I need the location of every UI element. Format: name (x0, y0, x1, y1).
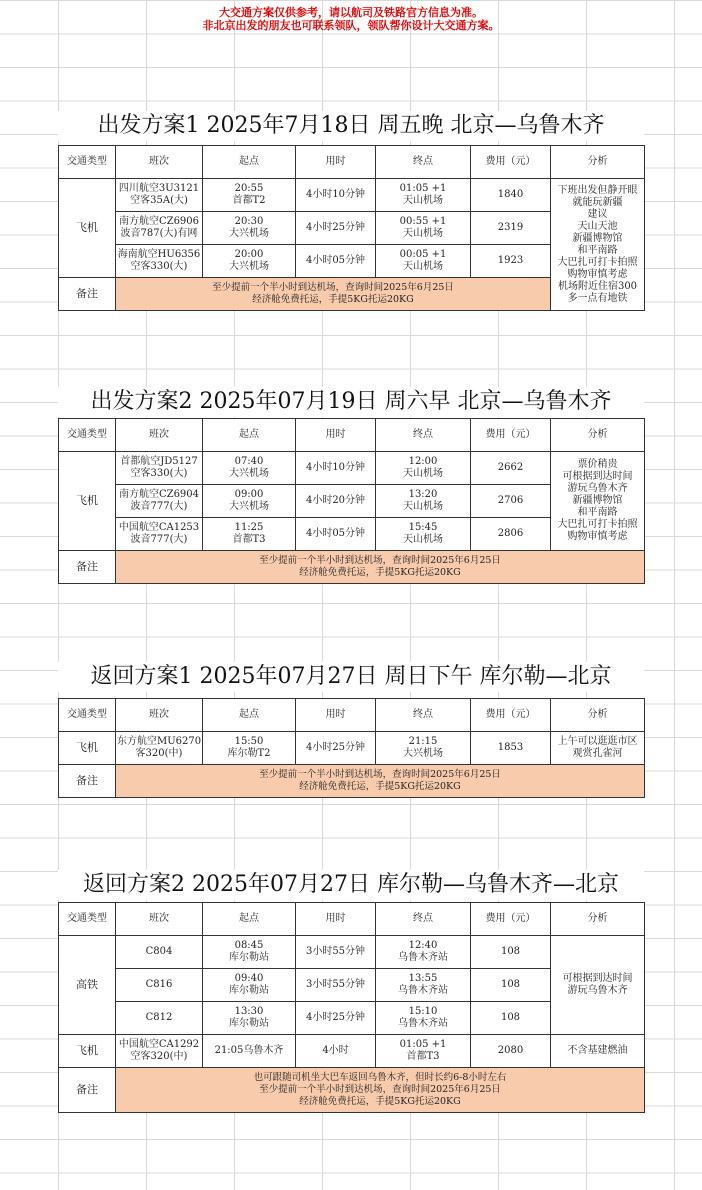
header-row (59, 903, 645, 936)
note-cell (116, 1068, 645, 1113)
plan-table (58, 902, 645, 1113)
note-line: 至少提前一个半小时到达机场，查询时间2025年6月25日 (259, 769, 501, 780)
header-end: 终点 (376, 419, 471, 452)
start-cell (203, 179, 296, 212)
aircraft: 空客320(中) (130, 1051, 188, 1062)
start-place: 大兴机场 (229, 501, 269, 512)
cost-cell: 2080 (471, 1035, 551, 1068)
end-time: 01:05 +1 (399, 1039, 447, 1050)
analysis-line: 新疆博物馆 (572, 495, 623, 506)
end-time: 01:05 +1 (399, 183, 447, 194)
note-line: 也可跟随司机坐大巴车返回乌鲁木齐，但时长约6-8小时左右 (253, 1072, 507, 1083)
analysis-line: 大巴扎可打卡拍照 (557, 256, 638, 268)
header-type: 交通类型 (59, 419, 116, 452)
flight-cell (116, 732, 203, 765)
header-flight: 班次 (116, 146, 203, 179)
flight-number: 四川航空3U3121 (118, 183, 200, 194)
aircraft: 波音777(大) (130, 534, 188, 545)
end-place: 天山机场 (403, 501, 443, 512)
aircraft: 客320(中) (135, 748, 183, 759)
flight-number: 海南航空HU6356 (117, 249, 201, 260)
table-row (59, 452, 645, 485)
note-label: 备注 (59, 765, 116, 798)
note-line: 经济舱免费托运，手提5KG托运20KG (299, 1096, 461, 1107)
table-row (59, 732, 645, 765)
aircraft: 空客330(大) (130, 468, 188, 479)
start-place: 库尔勒站 (229, 952, 269, 963)
disclaimer-line-2: 非北京出发的朋友也可联系领队，领队帮你设计大交通方案。 (202, 19, 500, 32)
note-line: 经济舱免费托运，手提5KG托运20KG (252, 294, 414, 305)
header-type: 交通类型 (59, 699, 116, 732)
flight-cell (116, 485, 203, 518)
flight-number: 东方航空MU6270 (117, 736, 202, 747)
header-flight: 班次 (116, 699, 203, 732)
end-cell (376, 212, 471, 245)
end-place: 乌鲁木齐站 (398, 1018, 448, 1029)
cost-cell: 1923 (471, 245, 551, 278)
cost-cell: 2706 (471, 485, 551, 518)
cost-cell: 2806 (471, 518, 551, 551)
start-place: 大兴机场 (229, 261, 269, 272)
header-end: 终点 (376, 146, 471, 179)
end-time: 15:45 (408, 522, 438, 533)
duration-cell: 4小时10分钟 (296, 452, 376, 485)
flight-cell (116, 245, 203, 278)
plan-title: 返回方案1 2025年07月27日 周日下午 库尔勒—北京 (58, 662, 644, 692)
cost-cell: 108 (471, 936, 551, 969)
end-place: 天山机场 (403, 228, 443, 239)
analysis-cell (551, 452, 645, 551)
duration-cell: 4小时25分钟 (296, 212, 376, 245)
flight-cell (116, 179, 203, 212)
analysis-line: 大巴扎可打卡拍照 (557, 519, 638, 530)
end-place: 首都T3 (406, 1051, 440, 1062)
plan-title: 出发方案1 2025年7月18日 周五晚 北京—乌鲁木齐 (58, 111, 644, 141)
header-start: 起点 (203, 419, 296, 452)
duration-cell: 3小时55分钟 (296, 936, 376, 969)
start-cell (203, 245, 296, 278)
cost-cell: 108 (471, 969, 551, 1002)
end-cell (376, 485, 471, 518)
end-place: 乌鲁木齐站 (398, 952, 448, 963)
note-line: 经济舱免费托运，手提5KG托运20KG (299, 781, 461, 792)
header-cost: 费用（元） (471, 146, 551, 179)
end-time: 13:20 (408, 489, 438, 500)
header-cost: 费用（元） (471, 699, 551, 732)
duration-cell: 4小时25分钟 (296, 1002, 376, 1035)
start-time: 09:00 (234, 489, 264, 500)
aircraft: 波音787(大)有网 (120, 228, 198, 239)
end-time: 12:40 (408, 940, 438, 951)
start-place: 库尔勒T2 (227, 748, 271, 759)
cost-cell: 2662 (471, 452, 551, 485)
header-analysis: 分析 (551, 903, 645, 936)
duration-cell: 4小时05分钟 (296, 518, 376, 551)
analysis-cell: 不含基建燃油 (551, 1035, 645, 1068)
plan-title: 返回方案2 2025年07月27日 库尔勒—乌鲁木齐—北京 (58, 870, 644, 900)
header-duration: 用时 (296, 903, 376, 936)
train-number: C812 (116, 1002, 203, 1035)
start-cell (203, 969, 296, 1002)
analysis-line: 购物审慎考虑 (567, 268, 628, 280)
header-analysis: 分析 (551, 419, 645, 452)
header-cost: 费用（元） (471, 419, 551, 452)
start-time: 08:45 (234, 940, 264, 951)
analysis-cell (551, 179, 645, 311)
start-time: 20:55 (234, 183, 264, 194)
note-cell (116, 551, 645, 584)
end-cell (376, 245, 471, 278)
analysis-cell (551, 732, 645, 765)
end-place: 天山机场 (403, 195, 443, 206)
start-cell (203, 212, 296, 245)
plan-table (58, 698, 645, 798)
duration-cell: 4小时20分钟 (296, 485, 376, 518)
analysis-line: 建议 (587, 208, 608, 220)
end-time: 15:10 (408, 1006, 438, 1017)
note-line: 至少提前一个半小时到达机场，查询时间2025年6月25日 (212, 282, 454, 293)
header-start: 起点 (203, 903, 296, 936)
analysis-line: 天山天池 (577, 220, 618, 232)
header-row (59, 699, 645, 732)
analysis-line: 就能玩新疆 (572, 196, 623, 208)
start-time: 09:40 (234, 973, 264, 984)
end-cell (376, 732, 471, 765)
train-number: C816 (116, 969, 203, 1002)
end-time: 00:55 +1 (399, 216, 447, 227)
end-place: 大兴机场 (403, 748, 443, 759)
analysis-line: 购物审慎考虑 (567, 531, 628, 542)
start-place: 大兴机场 (229, 228, 269, 239)
transport-type: 飞机 (59, 179, 116, 278)
duration-cell: 4小时25分钟 (296, 732, 376, 765)
start-time: 20:30 (234, 216, 264, 227)
analysis-line: 观赏孔雀河 (572, 748, 623, 759)
start-cell (203, 452, 296, 485)
header-row (59, 419, 645, 452)
end-place: 乌鲁木齐站 (398, 985, 448, 996)
note-line: 至少提前一个半小时到达机场，查询时间2025年6月25日 (259, 1084, 501, 1095)
flight-number: 南方航空CZ6906 (118, 216, 200, 227)
note-row (59, 1068, 645, 1113)
start-place: 大兴机场 (229, 468, 269, 479)
end-cell (376, 452, 471, 485)
start-time: 20:00 (234, 249, 264, 260)
end-time: 12:00 (408, 456, 438, 467)
flight-number: 中国航空CA1292 (118, 1039, 200, 1050)
start-cell (203, 1002, 296, 1035)
analysis-cell (551, 936, 645, 1035)
note-cell (116, 278, 551, 311)
transport-type: 高铁 (59, 936, 116, 1035)
end-cell (376, 1002, 471, 1035)
analysis-line: 机场附近住宿300 (557, 280, 638, 292)
aircraft: 空客35A(大) (130, 195, 188, 206)
analysis-line: 票价稍贵 (577, 459, 618, 470)
cost-cell: 1853 (471, 732, 551, 765)
header-flight: 班次 (116, 419, 203, 452)
start-place: 首都T2 (232, 195, 266, 206)
header-flight: 班次 (116, 903, 203, 936)
flight-number: 首都航空JD5127 (120, 456, 198, 467)
train-number: C804 (116, 936, 203, 969)
header-type: 交通类型 (59, 903, 116, 936)
note-line: 至少提前一个半小时到达机场，查询时间2025年6月25日 (259, 555, 501, 566)
end-cell (376, 936, 471, 969)
flight-cell (116, 452, 203, 485)
note-label: 备注 (59, 551, 116, 584)
plan-table (58, 145, 645, 311)
disclaimer-line-1: 大交通方案仅供参考，请以航司及铁路官方信息为准。 (219, 6, 483, 19)
flight-cell (116, 1035, 203, 1068)
end-time: 00:05 +1 (399, 249, 447, 260)
analysis-line: 下班出发但静开眼 (557, 184, 638, 196)
flight-cell (116, 518, 203, 551)
flight-cell (116, 212, 203, 245)
cost-cell: 1840 (471, 179, 551, 212)
aircraft: 空客330(大) (130, 261, 188, 272)
header-duration: 用时 (296, 419, 376, 452)
end-time: 21:15 (408, 736, 438, 747)
start-time: 13:30 (234, 1006, 264, 1017)
start-cell (203, 936, 296, 969)
note-cell (116, 765, 645, 798)
flight-number: 中国航空CA1253 (118, 522, 200, 533)
start-time: 07:40 (234, 456, 264, 467)
table-row (59, 936, 645, 969)
analysis-line: 游玩乌鲁木齐 (567, 985, 628, 996)
start-time: 11:25 (234, 522, 264, 533)
header-start: 起点 (203, 699, 296, 732)
start-place: 库尔勒站 (229, 985, 269, 996)
aircraft: 波音777(大) (130, 501, 188, 512)
start-cell (203, 485, 296, 518)
header-duration: 用时 (296, 699, 376, 732)
note-line: 经济舱免费托运，手提5KG托运20KG (299, 567, 461, 578)
start-cell (203, 518, 296, 551)
duration-cell: 4小时 (296, 1035, 376, 1068)
header-type: 交通类型 (59, 146, 116, 179)
transport-type: 飞机 (59, 452, 116, 551)
analysis-line: 可根据到达时间 (562, 973, 633, 984)
transport-type: 飞机 (59, 1035, 116, 1068)
start-cell (203, 732, 296, 765)
note-label: 备注 (59, 1068, 116, 1113)
header-cost: 费用（元） (471, 903, 551, 936)
header-end: 终点 (376, 699, 471, 732)
cost-cell: 2319 (471, 212, 551, 245)
end-cell (376, 179, 471, 212)
duration-cell: 4小时05分钟 (296, 245, 376, 278)
end-place: 天山机场 (403, 261, 443, 272)
start-time: 15:50 (234, 736, 264, 747)
analysis-line: 和平南路 (577, 244, 618, 256)
note-row (59, 765, 645, 798)
end-place: 天山机场 (403, 468, 443, 479)
start-cell: 21:05乌鲁木齐 (203, 1035, 296, 1068)
analysis-line: 上午可以逛逛市区 (557, 736, 638, 747)
table-row (59, 179, 645, 212)
note-label: 备注 (59, 278, 116, 311)
analysis-line: 新疆博物馆 (572, 232, 623, 244)
analysis-line: 游玩乌鲁木齐 (567, 483, 628, 494)
analysis-line: 和平南路 (577, 507, 618, 518)
header-duration: 用时 (296, 146, 376, 179)
duration-cell: 4小时10分钟 (296, 179, 376, 212)
end-cell (376, 518, 471, 551)
analysis-line: 可根据到达时间 (562, 471, 633, 482)
cost-cell: 108 (471, 1002, 551, 1035)
end-cell (376, 1035, 471, 1068)
transport-type: 飞机 (59, 732, 116, 765)
analysis-line: 多一点有地铁 (567, 292, 628, 304)
duration-cell: 3小时55分钟 (296, 969, 376, 1002)
header-analysis: 分析 (551, 699, 645, 732)
start-place: 库尔勒站 (229, 1018, 269, 1029)
header-row (59, 146, 645, 179)
flight-number: 南方航空CZ6904 (118, 489, 200, 500)
plan-title: 出发方案2 2025年07月19日 周六早 北京—乌鲁木齐 (58, 387, 644, 417)
header-start: 起点 (203, 146, 296, 179)
header-end: 终点 (376, 903, 471, 936)
plan-table (58, 418, 645, 584)
end-cell (376, 969, 471, 1002)
header-analysis: 分析 (551, 146, 645, 179)
start-place: 首都T3 (232, 534, 266, 545)
table-row (59, 1035, 645, 1068)
end-place: 天山机场 (403, 534, 443, 545)
end-time: 13:55 (408, 973, 438, 984)
note-row (59, 551, 645, 584)
